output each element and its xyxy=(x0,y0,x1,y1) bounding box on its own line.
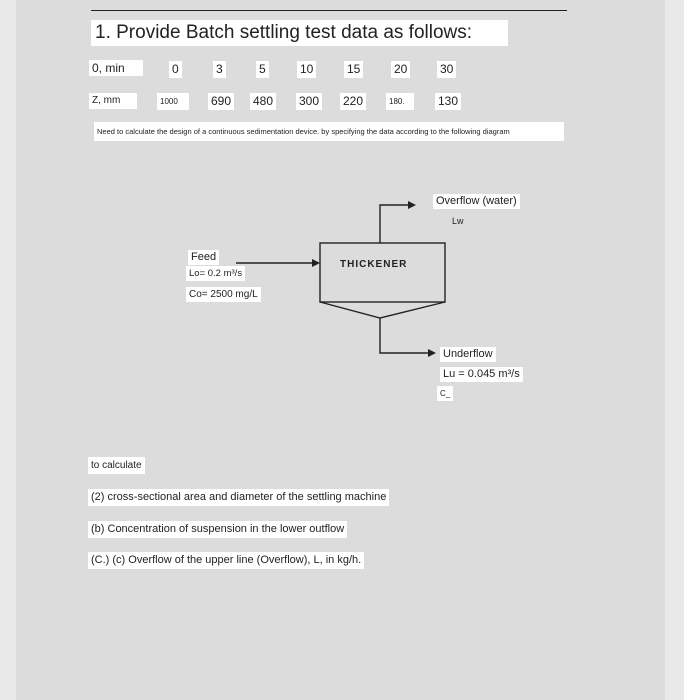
page-title: 1. Provide Batch settling test data as follows: xyxy=(91,20,508,46)
overflow-pipe xyxy=(380,205,410,243)
overflow-arrow-icon xyxy=(408,201,416,209)
time-row-label: 0, min xyxy=(89,60,143,76)
underflow-flow: Lu = 0.045 m³/s xyxy=(440,367,523,382)
underflow-pipe xyxy=(380,318,430,353)
feed-label: Feed xyxy=(188,250,219,265)
question-item: (b) Concentration of suspension in the lower outflow xyxy=(88,521,347,538)
height-row-label: Z, mm xyxy=(89,93,137,109)
underflow-concentration: C_ xyxy=(437,386,453,401)
question-item: (C.) (c) Overflow of the upper line (Overflow), L, in kg/h. xyxy=(88,552,364,569)
feed-concentration: Co= 2500 mg/L xyxy=(186,287,261,302)
time-cell: 3 xyxy=(213,61,226,78)
underflow-arrow-icon xyxy=(428,349,436,357)
underflow-label: Underflow xyxy=(440,347,496,362)
height-cell: 220 xyxy=(340,93,366,110)
overflow-label: Overflow (water) xyxy=(433,194,520,209)
height-cell: 180. xyxy=(386,93,414,110)
time-cell: 5 xyxy=(256,61,269,78)
thickener-label: THICKENER xyxy=(340,259,408,270)
height-cell: 300 xyxy=(296,93,322,110)
height-cell: 130 xyxy=(435,93,461,110)
height-cell: 1000 xyxy=(157,93,189,110)
time-cell: 20 xyxy=(391,61,410,78)
feed-flow: Lo= 0.2 m³/s xyxy=(186,266,245,281)
instruction-note: Need to calculate the design of a continuous sedimentation device. by specifying the data according to the following diagram xyxy=(94,122,564,141)
height-cell: 480 xyxy=(250,93,276,110)
thickener-cone xyxy=(320,302,445,318)
thickener-tank xyxy=(320,243,445,302)
time-cell: 0 xyxy=(169,61,182,78)
time-cell: 10 xyxy=(297,61,316,78)
question-item: (2) cross-sectional area and diameter of the settling machine xyxy=(88,489,389,506)
overflow-symbol: Lw xyxy=(452,216,464,226)
height-cell: 690 xyxy=(208,93,234,110)
calculate-intro: to calculate xyxy=(88,457,145,474)
time-cell: 15 xyxy=(344,61,363,78)
time-cell: 30 xyxy=(437,61,456,78)
feed-arrow-icon xyxy=(312,259,320,267)
